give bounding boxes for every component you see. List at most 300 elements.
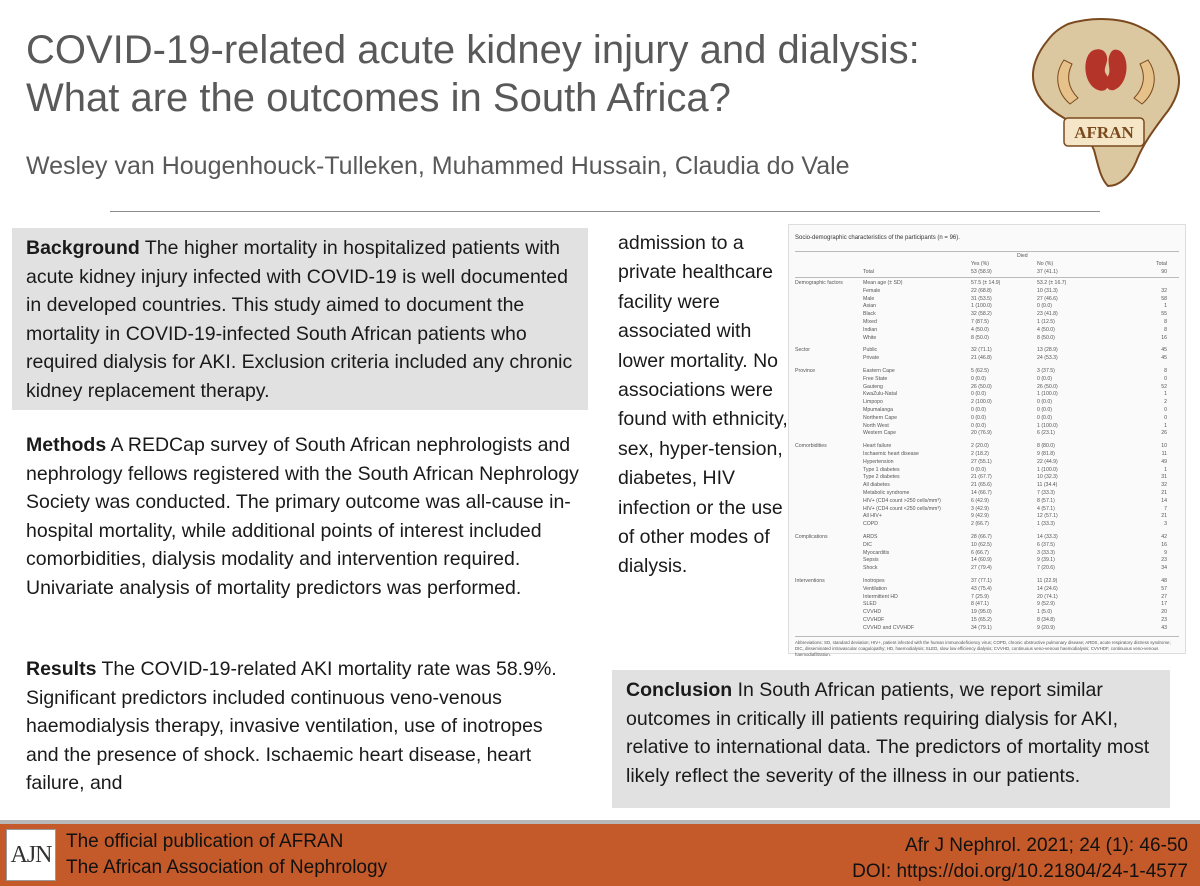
table-cell: 3 (33.3) <box>1037 549 1055 556</box>
table-cell: CVVHD <box>863 609 882 616</box>
table-cell: 37 (41.1) <box>1037 269 1058 275</box>
table-row <box>795 474 1179 481</box>
table-cell: 43 (75.4) <box>971 585 992 592</box>
table-cell: North West <box>863 422 889 429</box>
table-cell: Complications <box>795 534 828 540</box>
table-cell <box>795 498 863 505</box>
table-cell: No (%) <box>1037 261 1054 267</box>
table-cell <box>795 296 863 303</box>
methods-text: A REDCap survey of South African nephrologists and nephrology fellows registered with the South African Nephrology Society was conducted. The primary outcome was all-cause in-hospital mortality, while additional points of interest included comorbidities, dialysis modality and intervention required. Univariate analysis of mortality predictors was performed. <box>26 434 579 599</box>
table-cell: Public <box>863 347 878 354</box>
table-cell: 32 <box>1161 287 1167 294</box>
footer-line-1: The official publication of AFRAN <box>66 831 344 852</box>
table-cell: 22 (44.9) <box>1037 458 1058 465</box>
table-cell <box>795 319 863 326</box>
table-cell: Asian <box>863 303 876 310</box>
logo-text: AFRAN <box>1074 123 1134 142</box>
table-row <box>795 542 1179 549</box>
table-cell: 0 (0.0) <box>1037 303 1052 310</box>
table-cell <box>795 288 863 295</box>
table-cell: 3 <box>1164 521 1167 528</box>
table-cell: Limpopo <box>863 399 883 406</box>
table-cell: 1 (33.3) <box>1037 521 1055 528</box>
table-cell: 1 (100.0) <box>971 303 992 310</box>
table-cell: 20 <box>1161 609 1167 616</box>
table-row <box>795 586 1179 593</box>
table-cell <box>795 521 863 528</box>
table-cell: 19 (95.0) <box>971 609 992 616</box>
table-cell <box>863 261 971 268</box>
table-cell: 0 (0.0) <box>971 407 986 413</box>
table-cell: Shock <box>863 565 878 572</box>
table-cell: Inotropes <box>863 578 885 584</box>
title-line-1: COVID-19-related acute kidney injury and dialysis: <box>26 28 920 72</box>
table-cell: 6 (37.5) <box>1037 541 1055 548</box>
table-row <box>795 498 1179 505</box>
table-cell: Sector <box>795 347 810 354</box>
table-cell: ARDS <box>863 534 878 540</box>
table-cell <box>795 467 863 474</box>
table-cell: SLED <box>863 601 877 608</box>
table-cell: 24 (53.3) <box>1037 355 1058 362</box>
table-row <box>795 261 1179 268</box>
table-cell: 0 (0.0) <box>1037 375 1052 382</box>
table-cell: Intermittent HD <box>863 593 898 600</box>
background-section <box>12 228 588 410</box>
table-cell: 10 <box>1161 443 1167 450</box>
table-row <box>795 407 1179 414</box>
table-row <box>795 578 1179 585</box>
table-cell: 0 <box>1164 375 1167 382</box>
table-cell: 1 <box>1164 466 1167 473</box>
citation-text: Afr J Nephrol. 2021; 24 (1): 46-50 <box>904 835 1188 856</box>
table-cell: 55 <box>1161 311 1167 318</box>
table-cell <box>795 586 863 593</box>
table-row <box>795 451 1179 458</box>
table-cell: 28 (66.7) <box>971 534 992 540</box>
table-cell: 3 (37.5) <box>1037 368 1055 374</box>
table-cell: 14 (24.6) <box>1037 585 1058 592</box>
table-row <box>795 399 1179 406</box>
table-cell <box>795 355 863 362</box>
table-cell: 1 <box>1164 422 1167 429</box>
table-cell: 0 (0.0) <box>1037 407 1052 413</box>
table-cell: 7 (33.3) <box>1037 490 1055 496</box>
table-cell: Total <box>863 269 874 275</box>
table-cell: CVVHDF <box>863 617 885 623</box>
table-cell <box>795 459 863 466</box>
table-cell: 0 (0.0) <box>971 422 986 429</box>
table-cell: 53 (58.9) <box>971 269 992 275</box>
table-cell: 1 <box>1164 303 1167 310</box>
table-cell: 9 (81.8) <box>1037 451 1055 457</box>
table-row <box>795 288 1179 295</box>
table-row <box>795 443 1179 450</box>
table-cell: 6 (66.7) <box>971 549 989 556</box>
table-cell: 7 (20.6) <box>1037 565 1055 572</box>
table-cell: Metabolic syndrome <box>863 490 910 496</box>
table-cell: 1 <box>1164 391 1167 398</box>
table-cell: 5 (62.5) <box>971 368 989 374</box>
table-cell: Total <box>1156 261 1167 267</box>
table-cell: 32 <box>1161 482 1167 489</box>
table-cell: 27 (46.6) <box>1037 295 1058 302</box>
table-footnote: Abbreviations: SD, standard deviation; HIV+, patient infected with the human immunodeficiency virus; COPD, chronic obstructive pulmonary disease; ARDS, acute respiratory distress syndrome; DIC, disseminated intravascular coagulopathy; HD, haemodialysis; SLED, slow low efficiency dialysis; CVVHD, continuous veno-venous haemodialysis; CVVHDF, continuous veno-venous haemodiafiltration. <box>795 639 1171 657</box>
table-cell: 14 <box>1161 497 1167 504</box>
table-cell: 23 <box>1161 557 1167 564</box>
title-divider <box>110 211 1100 212</box>
africa-map-shape <box>1033 19 1179 186</box>
ajn-logo: AJN <box>6 829 56 881</box>
table-cell: 11 (34.4) <box>1037 482 1058 489</box>
table-cell: 37 (77.1) <box>971 578 992 584</box>
table-row <box>795 376 1179 383</box>
table-cell: DIC <box>863 541 872 548</box>
table-cell: 8 (34.8) <box>1037 617 1055 623</box>
footer-publisher <box>66 829 387 881</box>
table-row <box>795 415 1179 422</box>
table-cell: 57 <box>1161 585 1167 592</box>
table-cell: 9 (42.9) <box>971 513 989 520</box>
table-cell: Interventions <box>795 578 825 584</box>
table-cell: 0 (0.0) <box>1037 414 1052 421</box>
table-cell <box>795 550 863 557</box>
table-cell: 26 (50.0) <box>1037 383 1058 390</box>
table-cell: 2 (18.2) <box>971 451 989 457</box>
table-cell: 8 (57.1) <box>1037 497 1055 504</box>
table-cell: 10 (32.3) <box>1037 474 1058 481</box>
table-cell <box>795 617 863 624</box>
table-cell: 9 (39.1) <box>1037 557 1055 564</box>
table-cell: 49 <box>1161 458 1167 465</box>
table-cell: 7 <box>1164 505 1167 512</box>
table-row <box>795 521 1179 528</box>
table-row <box>795 423 1179 430</box>
table-cell: Indian <box>863 326 878 333</box>
table-cell: 52 <box>1161 383 1167 390</box>
table-cell <box>795 311 863 318</box>
table-row <box>795 311 1179 318</box>
table-cell: 16 <box>1161 541 1167 548</box>
methods-section <box>26 431 586 603</box>
table-cell: 14 (33.3) <box>1037 534 1058 540</box>
table-row <box>795 557 1179 564</box>
results-section <box>26 655 566 798</box>
table-row <box>795 296 1179 303</box>
table-cell: 1 (12.5) <box>1037 319 1055 325</box>
conclusion-section <box>612 670 1170 808</box>
table-cell: 16 <box>1161 334 1167 341</box>
table-cell: Private <box>863 355 880 362</box>
table-cell <box>795 506 863 513</box>
table-cell: 45 <box>1161 355 1167 362</box>
background-text: The higher mortality in hospitalized patients with acute kidney injury infected with COVID-19 is well documented in developed countries. This study aimed to document the mortality in COVID-19-infected South African patients who required dialysis for AKI. Exclusion criteria included any chronic kidney replacement therapy. <box>26 237 573 402</box>
table-cell: 1 (100.0) <box>1037 422 1058 429</box>
table-cell <box>795 594 863 601</box>
table-cell: 21 <box>1161 490 1167 496</box>
table-cell <box>795 376 863 383</box>
table-cell: 11 <box>1161 451 1167 457</box>
table-row <box>795 280 1179 287</box>
table-cell: 17 <box>1161 601 1167 608</box>
table-cell: 1 (5.0) <box>1037 609 1052 616</box>
table-cell <box>795 327 863 334</box>
table-cell: 0 (0.0) <box>1037 399 1052 406</box>
table-cell: 32 (58.2) <box>971 311 992 318</box>
table-cell: 26 (50.0) <box>971 383 992 390</box>
table-cell: 10 (62.5) <box>971 541 992 548</box>
table-row <box>795 565 1179 572</box>
background-heading: Background <box>26 237 140 259</box>
table-cell: 1 (100.0) <box>1037 391 1058 398</box>
table-row <box>795 550 1179 557</box>
table-cell: Mpumalanga <box>863 407 893 413</box>
table-cell: 6 (42.9) <box>971 497 989 504</box>
table-row <box>795 391 1179 398</box>
table-cell: KwaZulu-Natal <box>863 391 898 398</box>
table-cell <box>795 542 863 549</box>
table-cell: 31 (53.5) <box>971 295 992 302</box>
table-cell: Female <box>863 287 881 294</box>
table-cell: Type 2 diabetes <box>863 474 900 481</box>
table-cell: Myocarditis <box>863 549 890 556</box>
table-cell: Eastern Cape <box>863 368 895 374</box>
table-cell <box>795 557 863 564</box>
table-cell: 27 (55.1) <box>971 458 992 465</box>
table-cell: 8 <box>1164 319 1167 325</box>
table-cell <box>795 261 863 268</box>
table-cell: 7 (25.9) <box>971 593 989 600</box>
table-cell: White <box>863 334 877 341</box>
table-row <box>795 490 1179 497</box>
table-cell: 7 (87.5) <box>971 319 989 325</box>
table-cell: 32 (71.1) <box>971 347 992 354</box>
table-cell: Demographic factors <box>795 280 843 286</box>
table-cell: 23 <box>1161 617 1167 623</box>
table-cell: 0 (0.0) <box>971 414 986 421</box>
table-row <box>795 430 1179 437</box>
table-cell <box>795 609 863 616</box>
table-cell: 90 <box>1161 269 1167 275</box>
table-title: Socio-demographic characteristics of the participants (n = 96). <box>795 235 960 241</box>
table-cell: 21 (67.7) <box>971 474 992 481</box>
table-cell: CVVHD and CVVHDF <box>863 624 915 631</box>
table-cell <box>795 335 863 342</box>
table-row <box>795 617 1179 624</box>
table-cell <box>795 430 863 437</box>
footer-citation <box>852 833 1188 885</box>
table-cell: 21 <box>1161 513 1167 520</box>
table-cell: 2 (66.7) <box>971 521 989 528</box>
footer-line-2: The African Association of Nephrology <box>66 857 388 878</box>
results-continuation: admission to a private healthcare facility were associated with lower mortality. No associations were found with ethnicity, sex, hyper-tension, diabetes, HIV infection or the use of other modes of dialysis. <box>618 232 788 578</box>
table-cell: 8 <box>1164 326 1167 333</box>
table-cell: 9 (52.9) <box>1037 601 1055 608</box>
table-cell <box>795 423 863 430</box>
table-cell: 15 (65.2) <box>971 617 992 623</box>
table-cell: 57.5 (± 14.9) <box>971 280 1001 286</box>
table-cell: 48 <box>1161 578 1167 584</box>
table-cell <box>795 513 863 520</box>
table-cell: 11 (22.9) <box>1037 578 1058 584</box>
table-cell: 9 (20.9) <box>1037 624 1055 631</box>
table-cell: 4 (57.1) <box>1037 505 1055 512</box>
table-cell: 2 (100.0) <box>971 399 992 406</box>
table-cell: 27 (79.4) <box>971 565 992 572</box>
table-cell: 8 <box>1164 368 1167 374</box>
table-cell: 8 (50.0) <box>1037 334 1055 341</box>
table-cell: 14 (66.7) <box>971 490 992 496</box>
table-row <box>795 601 1179 608</box>
table-group-label: Died <box>1017 253 1028 259</box>
table-cell: Western Cape <box>863 430 897 437</box>
table-cell: HIV+ (CD4 count <250 cells/mm³) <box>863 505 941 512</box>
table-cell: Province <box>795 368 816 374</box>
table-cell: Type 1 diabetes <box>863 466 900 473</box>
table-cell <box>795 625 863 632</box>
table-group-header <box>795 253 1179 260</box>
table-row <box>795 534 1179 541</box>
table-cell: 20 (74.1) <box>1037 593 1058 600</box>
afran-logo <box>1024 14 1188 190</box>
table-row <box>795 482 1179 489</box>
table-cell <box>795 415 863 422</box>
table-cell: 31 <box>1161 474 1167 481</box>
table-cell <box>795 384 863 391</box>
table-cell: Black <box>863 311 876 318</box>
table-cell: Hypertension <box>863 458 894 465</box>
table-cell <box>1117 280 1167 287</box>
results-text: The COVID-19-related AKI mortality rate was 58.9%. Significant predictors included continuous veno-venous haemodialysis therapy, invasive ventilation, use of inotropes and the presence of shock. Ischaemic heart disease, heart failure, and <box>26 658 557 795</box>
table-cell: 4 (50.0) <box>1037 326 1055 333</box>
table-row <box>795 303 1179 310</box>
table-cell: 34 (79.1) <box>971 624 992 631</box>
table-cell <box>795 565 863 572</box>
table-cell <box>795 399 863 406</box>
table-cell: Northern Cape <box>863 414 898 421</box>
table-cell: Mixed <box>863 319 877 325</box>
table-cell: Heart failure <box>863 443 892 450</box>
table-row <box>795 467 1179 474</box>
conclusion-text: In South African patients, we report similar outcomes in critically ill patients requiring dialysis for AKI, relative to international data. The predictors of mortality most likely reflect the severity of the illness in our patients. <box>626 679 1150 787</box>
table-cell: 0 (0.0) <box>971 375 986 382</box>
table-cell: 12 (57.1) <box>1037 513 1058 520</box>
table-cell <box>795 601 863 608</box>
table-cell: 8 (47.1) <box>971 601 989 608</box>
table-cell: Yes (%) <box>971 261 989 267</box>
table-cell: 21 (65.6) <box>971 482 992 489</box>
table-cell: 10 (31.3) <box>1037 287 1058 294</box>
table-cell: 21 (46.8) <box>971 355 992 362</box>
table-cell: Comorbidities <box>795 443 827 450</box>
table-cell <box>795 482 863 489</box>
table-cell: 27 <box>1161 593 1167 600</box>
table-cell: 53.2 (± 16.7) <box>1037 280 1067 286</box>
table-row <box>795 625 1179 632</box>
participants-table <box>788 224 1186 657</box>
table-cell <box>795 474 863 481</box>
table-rule <box>795 277 1179 278</box>
table-row <box>795 269 1179 276</box>
table-cell: 20 (76.9) <box>971 430 992 437</box>
table-cell <box>795 490 863 497</box>
table-rule <box>795 636 1179 637</box>
table-cell: Gauteng <box>863 383 883 390</box>
title-line-2: What are the outcomes in South Africa? <box>26 76 731 120</box>
author-list: Wesley van Hougenhouck-Tulleken, Muhammed Hussain, Claudia do Vale <box>26 152 850 180</box>
doi-text: DOI: https://doi.org/10.21804/24-1-4577 <box>852 861 1188 882</box>
table-cell <box>795 391 863 398</box>
results-heading: Results <box>26 658 97 680</box>
table-cell: 0 (0.0) <box>971 391 986 398</box>
table-row <box>795 513 1179 520</box>
table-row <box>795 335 1179 342</box>
table-cell: 1 (100.0) <box>1037 466 1058 473</box>
table-cell <box>795 303 863 310</box>
table-cell: 9 <box>1164 549 1167 556</box>
table-rule <box>795 251 1179 252</box>
table-cell: Ventilation <box>863 585 887 592</box>
table-cell: 0 (0.0) <box>971 466 986 473</box>
table-cell: 34 <box>1161 565 1167 572</box>
table-cell: 8 (50.0) <box>971 334 989 341</box>
table-cell: 26 <box>1161 430 1167 437</box>
table-row <box>795 459 1179 466</box>
table-cell: Ischaemic heart disease <box>863 451 919 457</box>
table-cell: 23 (41.8) <box>1037 311 1058 318</box>
table-row <box>795 384 1179 391</box>
table-row <box>795 327 1179 334</box>
table-row <box>795 319 1179 326</box>
table-cell <box>795 407 863 414</box>
table-cell: 3 (42.9) <box>971 505 989 512</box>
methods-heading: Methods <box>26 434 107 456</box>
conclusion-heading: Conclusion <box>626 679 733 701</box>
table-row <box>795 347 1179 354</box>
table-cell: Male <box>863 295 875 302</box>
table-cell <box>795 269 863 276</box>
table-cell: 0 <box>1164 407 1167 413</box>
table-row <box>795 609 1179 616</box>
table-row <box>795 355 1179 362</box>
table-cell: 2 <box>1164 399 1167 406</box>
table-cell: 45 <box>1161 347 1167 354</box>
table-row <box>795 368 1179 375</box>
table-row <box>795 506 1179 513</box>
table-cell: 42 <box>1161 534 1167 540</box>
table-cell: 43 <box>1161 624 1167 631</box>
table-cell: All diabetes <box>863 482 890 489</box>
table-cell: Mean age (± SD) <box>863 280 903 286</box>
table-cell: All HIV+ <box>863 513 882 520</box>
table-cell: 22 (68.8) <box>971 287 992 294</box>
table-cell: 4 (50.0) <box>971 326 989 333</box>
poster-title <box>26 26 1026 122</box>
table-cell: 2 (20.0) <box>971 443 989 450</box>
table-cell: 14 (60.9) <box>971 557 992 564</box>
table-cell: 13 (28.9) <box>1037 347 1058 354</box>
table-row <box>795 594 1179 601</box>
table-cell: HIV+ (CD4 count >250 cells/mm³) <box>863 497 941 504</box>
table-cell: COPD <box>863 521 878 528</box>
table-cell: 58 <box>1161 295 1167 302</box>
table-cell: 8 (80.0) <box>1037 443 1055 450</box>
table-cell: Sepsis <box>863 557 879 564</box>
table-cell: Free State <box>863 375 888 382</box>
table-cell: 6 (23.1) <box>1037 430 1055 437</box>
table-cell <box>795 451 863 458</box>
footer-top-border <box>0 820 1200 824</box>
